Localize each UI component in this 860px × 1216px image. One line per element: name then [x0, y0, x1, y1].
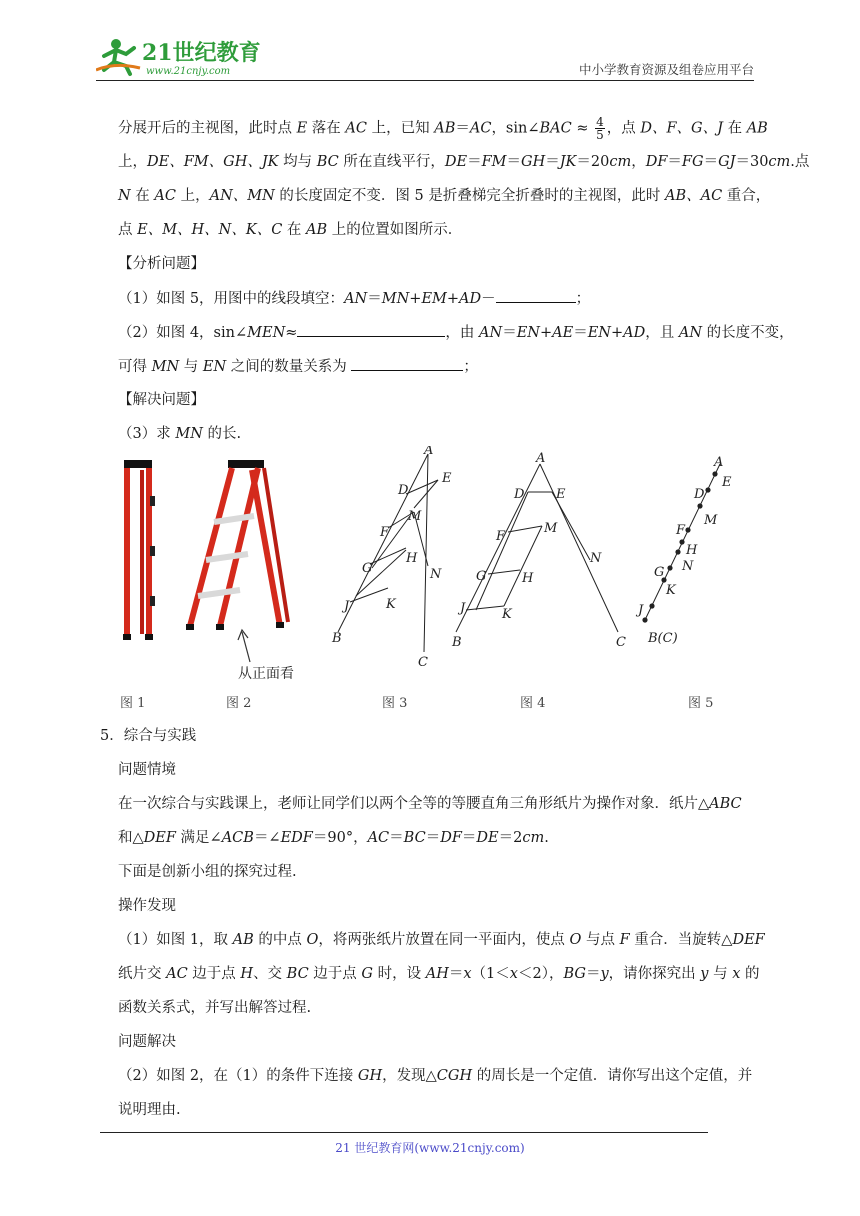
section-solution: 问题解决: [118, 1034, 176, 1050]
svg-text:E: E: [722, 475, 732, 490]
svg-text:K: K: [386, 597, 396, 612]
svg-text:J: J: [344, 599, 350, 614]
svg-text:F: F: [676, 523, 686, 538]
problem-5-title: 5．综合与实践: [100, 728, 197, 744]
svg-text:K: K: [502, 607, 512, 622]
solve-heading: 【解决问题】: [118, 392, 205, 408]
svg-text:H: H: [406, 551, 418, 566]
p5-question-1-line-1: （1）如图 1，取 AB 的中点 O，将两张纸片放置在同一平面内，使点 O 与点 F 重合．当旋转△DEF: [118, 932, 765, 948]
figures-svg: [110, 446, 770, 716]
answer-blank-3[interactable]: [351, 356, 463, 371]
runner-logo-icon: [96, 36, 266, 78]
p5-question-2-line-1: （2）如图 2，在（1）的条件下连接 GH，发现△CGH 的周长是一个定值．请你写出这个定值，并: [118, 1068, 753, 1084]
platform-name: 中小学教育资源及组卷应用平台: [578, 62, 754, 77]
svg-text:G: G: [476, 569, 487, 584]
svg-text:B: B: [332, 631, 342, 646]
intro-line-4: 点 E、M、H、N、K、C 在 AB 上的位置如图所示．: [118, 222, 463, 238]
ladder-folded-image: [123, 460, 155, 640]
intro-line-2: 上，DE、FM、GH、JK 均与 BC 所在直线平行，DE＝FM＝GH＝JK＝20cm，DF＝FG＝GJ＝30cm.点: [118, 154, 810, 170]
svg-text:N: N: [682, 559, 694, 574]
svg-text:J: J: [638, 603, 644, 618]
svg-text:A: A: [536, 451, 546, 466]
svg-text:N: N: [590, 551, 602, 566]
svg-text:M: M: [544, 521, 558, 536]
section-operation: 操作发现: [118, 898, 176, 914]
svg-text:F: F: [380, 525, 390, 540]
answer-blank-2[interactable]: [297, 322, 445, 337]
svg-text:N: N: [430, 567, 442, 582]
situation-line-2: 和△DEF 满足∠ACB＝∠EDF＝90°，AC＝BC＝DF＝DE＝2cm.: [118, 830, 549, 846]
figures-row: [110, 446, 770, 716]
svg-text:H: H: [686, 543, 698, 558]
answer-blank-1[interactable]: [496, 288, 576, 303]
p5-question-1-line-3: 函数关系式，并写出解答过程.: [118, 1000, 312, 1016]
intro-line-1: 分展开后的主视图，此时点 E 落在 AC 上，已知 AB＝AC，sin∠BAC ≈ $\frac{4}{5}$ ，点 D、F、G、J 在 AB: [118, 115, 768, 142]
question-2-line-1: （2）如图 4，sin∠MEN≈ ，由 AN＝EN+AE＝EN+AD，且 AN 的长度不变，: [118, 322, 794, 343]
svg-text:M: M: [704, 513, 718, 528]
svg-text:B: B: [452, 635, 462, 650]
svg-text:D: D: [694, 487, 705, 502]
situation-line-1: 在一次综合与实践课上，老师让同学们以两个全等的等腰直角三角形纸片为操作对象．纸片△ABC: [118, 796, 742, 812]
header-divider: [96, 80, 754, 81]
site-logo: [96, 36, 266, 78]
view-from-front-label: 从正面看: [238, 666, 294, 682]
figure-4-diagram: [456, 464, 618, 632]
svg-text:K: K: [666, 583, 676, 598]
figure-5-diagram: [642, 464, 720, 623]
p5-question-2-line-2: 说明理由.: [118, 1102, 181, 1118]
svg-text:C: C: [616, 635, 626, 650]
svg-text:D: D: [514, 487, 525, 502]
svg-text:A: A: [714, 455, 724, 470]
svg-text:A: A: [424, 446, 434, 458]
svg-text:G: G: [654, 565, 665, 580]
intro-line-3: N 在 AC 上，AN、MN 的长度固定不变．图 5 是折叠梯完全折叠时的主视图，此时 AB、AC 重合，: [118, 188, 771, 204]
fraction: $\frac{4}{5}$: [596, 115, 604, 142]
svg-text:M: M: [408, 509, 422, 524]
caption-figure-1: 图 1: [120, 696, 146, 711]
svg-text:E: E: [556, 487, 566, 502]
svg-text:H: H: [522, 571, 534, 586]
figure-5-labels: [635, 455, 732, 646]
analysis-heading: 【分析问题】: [118, 256, 205, 272]
ladder-open-image: [186, 460, 294, 682]
caption-figure-4: 图 4: [520, 696, 546, 711]
svg-text:B(C): B(C): [648, 631, 678, 646]
caption-figure-2: 图 2: [226, 696, 252, 711]
figure-3-diagram: [338, 454, 438, 652]
footer-link[interactable]: 21 世纪教育网(www.21cnjy.com): [335, 1141, 525, 1155]
situation-line-3: 下面是创新小组的探究过程.: [118, 864, 297, 880]
p5-question-1-line-2: 纸片交 AC 边于点 H、交 BC 边于点 G 时，设 AH＝x（1＜x＜2），BG＝y，请你探究出 y 与 x 的: [118, 966, 760, 982]
question-1: （1）如图 5，用图中的线段填空：AN＝MN+EM+AD－ ；: [118, 288, 590, 309]
question-2-line-2: 可得 MN 与 EN 之间的数量关系为 ；: [118, 356, 478, 377]
question-3: （3）求 MN 的长.: [118, 426, 242, 442]
svg-text:D: D: [398, 483, 409, 498]
caption-figure-5: 图 5: [688, 696, 714, 711]
section-situation: 问题情境: [118, 762, 176, 778]
logo-url: www.21cnjy.com: [146, 66, 231, 77]
figure-4-labels: [451, 451, 626, 650]
svg-text:J: J: [460, 601, 466, 616]
svg-text:E: E: [442, 471, 452, 486]
caption-figure-3: 图 3: [382, 696, 408, 711]
logo-text: 21世纪教育: [142, 40, 261, 66]
figure-3-labels: [331, 446, 452, 670]
svg-text:G: G: [362, 561, 373, 576]
svg-text:F: F: [496, 529, 506, 544]
footer-divider: [100, 1132, 708, 1133]
svg-text:C: C: [418, 655, 428, 670]
